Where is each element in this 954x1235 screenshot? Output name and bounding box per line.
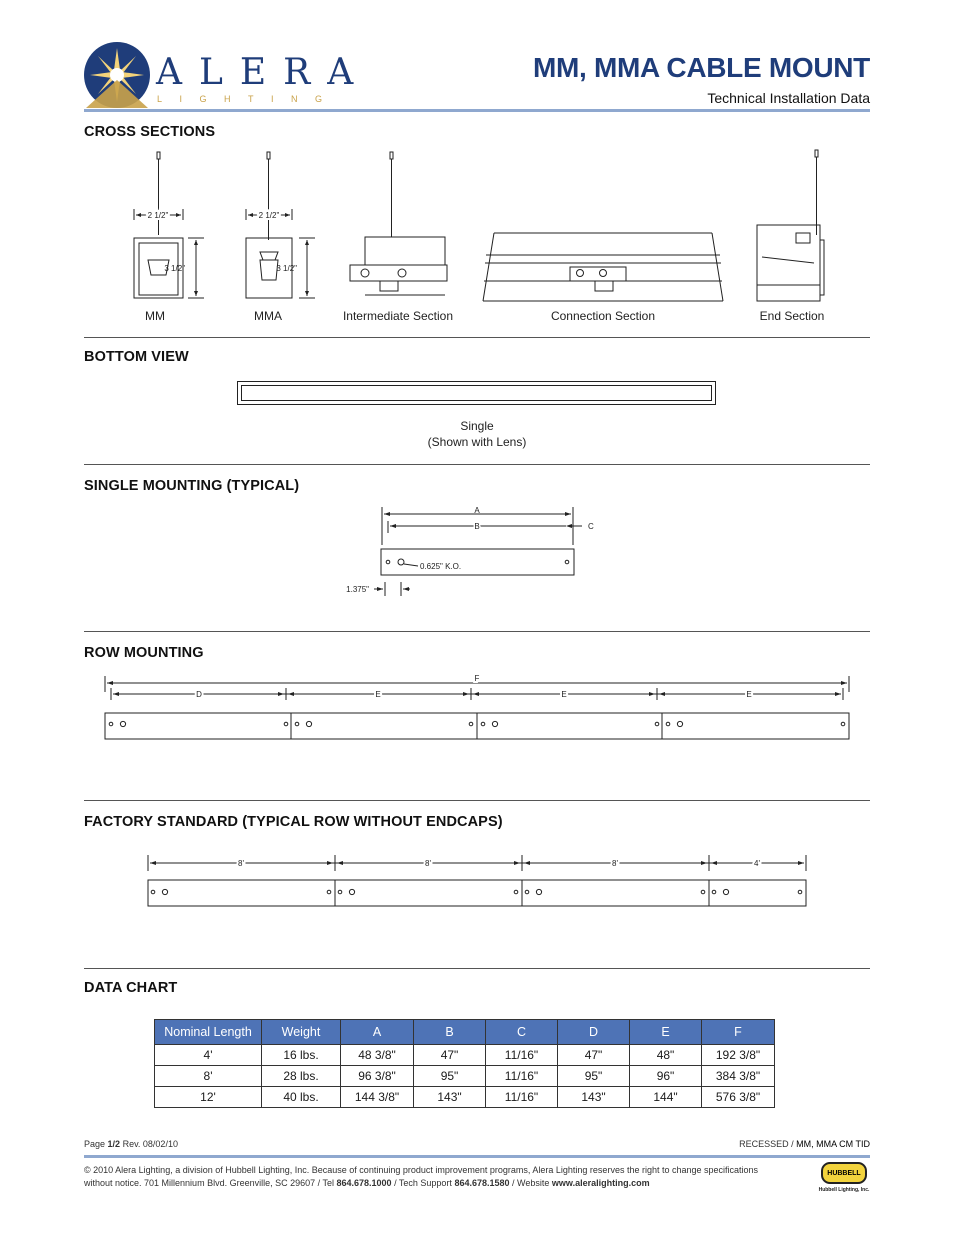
table-cell: 144 3/8" xyxy=(341,1087,414,1108)
divider xyxy=(84,800,870,801)
mm-height-dim: 3 1/2" xyxy=(164,264,185,273)
contact-line xyxy=(84,1178,650,1188)
hubbell-sub: Hubbell Lighting, Inc. xyxy=(818,1187,870,1193)
table-header-row xyxy=(155,1020,775,1045)
table-cell: 11/16" xyxy=(486,1066,558,1087)
factory-segment-length: 8' xyxy=(425,859,431,868)
table-cell: 144" xyxy=(630,1087,702,1108)
ko-label: 0.625" K.O. xyxy=(420,562,462,571)
doc-code xyxy=(739,1139,870,1149)
data-chart-table-wrap xyxy=(154,1019,775,1108)
col-header: E xyxy=(630,1020,702,1045)
col-header: D xyxy=(558,1020,630,1045)
divider xyxy=(84,337,870,338)
doc-code-text: MM, MMA CM TID xyxy=(796,1139,870,1149)
table-cell: 96" xyxy=(630,1066,702,1087)
support-phone: 864.678.1580 xyxy=(454,1178,510,1188)
caption-mma: MMA xyxy=(254,309,282,323)
data-chart-table xyxy=(154,1019,775,1108)
table-cell: 40 lbs. xyxy=(262,1087,341,1108)
col-header: B xyxy=(414,1020,486,1045)
table-cell: 47" xyxy=(558,1045,630,1066)
factory-segment-length: 4' xyxy=(754,859,760,868)
table-cell: 143" xyxy=(558,1087,630,1108)
website-label: / Website xyxy=(512,1178,550,1188)
address: without notice. 701 Millennium Blvd. Greenville, SC 29607 / Tel xyxy=(84,1178,334,1188)
row-mounting-title: ROW MOUNTING xyxy=(84,645,204,661)
single-mounting-title: SINGLE MOUNTING (TYPICAL) xyxy=(84,478,300,494)
table-cell: 11/16" xyxy=(486,1045,558,1066)
mm-width-dim: 2 1/2" xyxy=(147,211,169,220)
table-cell: 12' xyxy=(155,1087,262,1108)
dim-label-b: B xyxy=(474,522,480,531)
table-cell: 4' xyxy=(155,1045,262,1066)
data-chart-title: DATA CHART xyxy=(84,980,178,996)
dim-label-c: C xyxy=(588,522,594,531)
divider xyxy=(84,464,870,465)
brand-sub: LIGHTING xyxy=(157,94,340,104)
table-cell: 47" xyxy=(414,1045,486,1066)
brand-name: ALERA xyxy=(156,52,371,93)
table-cell: 95" xyxy=(414,1066,486,1087)
header-rule xyxy=(84,109,870,112)
caption-mm: MM xyxy=(145,309,165,323)
page-info xyxy=(84,1139,178,1149)
mma-width-dim: 2 1/2" xyxy=(258,211,280,220)
bottom-view-title: BOTTOM VIEW xyxy=(84,349,189,365)
row-mounting-drawing xyxy=(100,672,856,742)
hubbell-logo xyxy=(818,1162,870,1196)
offset-label: 1.375" xyxy=(346,585,369,594)
cross-sections-title: CROSS SECTIONS xyxy=(84,124,216,140)
table-row xyxy=(155,1045,775,1066)
single-mounting-drawing xyxy=(330,500,610,605)
divider xyxy=(84,631,870,632)
page-label: Page xyxy=(84,1139,106,1149)
page-subtitle: Technical Installation Data xyxy=(707,90,870,106)
phone: 864.678.1000 xyxy=(336,1178,392,1188)
category: RECESSED / xyxy=(739,1139,794,1149)
table-cell: 28 lbs. xyxy=(262,1066,341,1087)
page-title: MM, MMA CABLE MOUNT xyxy=(533,52,870,83)
row-segment-e: E xyxy=(561,690,567,699)
table-cell: 48 3/8" xyxy=(341,1045,414,1066)
table-cell: 48" xyxy=(630,1045,702,1066)
bottom-view-caption-1: Single xyxy=(460,419,494,433)
dim-label-a: A xyxy=(474,506,480,515)
footer-rule xyxy=(84,1155,870,1158)
table-cell: 8' xyxy=(155,1066,262,1087)
revision: Rev. 08/02/10 xyxy=(122,1139,178,1149)
row-segment-e: E xyxy=(375,690,381,699)
table-cell: 384 3/8" xyxy=(702,1066,775,1087)
dim-label-f: F xyxy=(474,674,480,683)
factory-segment-length: 8' xyxy=(612,859,618,868)
col-header: F xyxy=(702,1020,775,1045)
col-header: Weight xyxy=(262,1020,341,1045)
support-label: / Tech Support xyxy=(394,1178,452,1188)
bottom-view-caption-2: (Shown with Lens) xyxy=(427,435,527,449)
factory-standard-drawing xyxy=(144,852,812,912)
table-cell: 143" xyxy=(414,1087,486,1108)
table-row xyxy=(155,1087,775,1108)
cross-section-drawings xyxy=(84,145,870,310)
factory-standard-title: FACTORY STANDARD (TYPICAL ROW WITHOUT ENDCAPS) xyxy=(84,814,503,830)
caption-intermediate-section: Intermediate Section xyxy=(342,309,454,323)
row-segment-d: D xyxy=(196,690,202,699)
caption-end-section: End Section xyxy=(759,309,825,323)
col-header: Nominal Length xyxy=(155,1020,262,1045)
col-header: A xyxy=(341,1020,414,1045)
table-cell: 95" xyxy=(558,1066,630,1087)
hubbell-logo-text: HUBBELL xyxy=(827,1169,861,1177)
bottom-view-drawing xyxy=(237,381,716,405)
factory-segment-length: 8' xyxy=(238,859,244,868)
caption-connection-section: Connection Section xyxy=(550,309,656,323)
mma-height-dim: 3 1/2" xyxy=(276,264,297,273)
table-cell: 576 3/8" xyxy=(702,1087,775,1108)
table-row xyxy=(155,1066,775,1087)
page-number: 1/2 xyxy=(107,1139,121,1149)
table-cell: 192 3/8" xyxy=(702,1045,775,1066)
table-cell: 16 lbs. xyxy=(262,1045,341,1066)
website-link[interactable]: www.aleralighting.com xyxy=(551,1178,650,1188)
row-segment-e: E xyxy=(746,690,752,699)
copyright-line: © 2010 Alera Lighting, a division of Hubbell Lighting, Inc. Because of continuing product improvement programs, Alera Lighting reserves the right to change specifications xyxy=(84,1165,759,1175)
table-cell: 96 3/8" xyxy=(341,1066,414,1087)
col-header: C xyxy=(486,1020,558,1045)
table-cell: 11/16" xyxy=(486,1087,558,1108)
divider xyxy=(84,968,870,969)
